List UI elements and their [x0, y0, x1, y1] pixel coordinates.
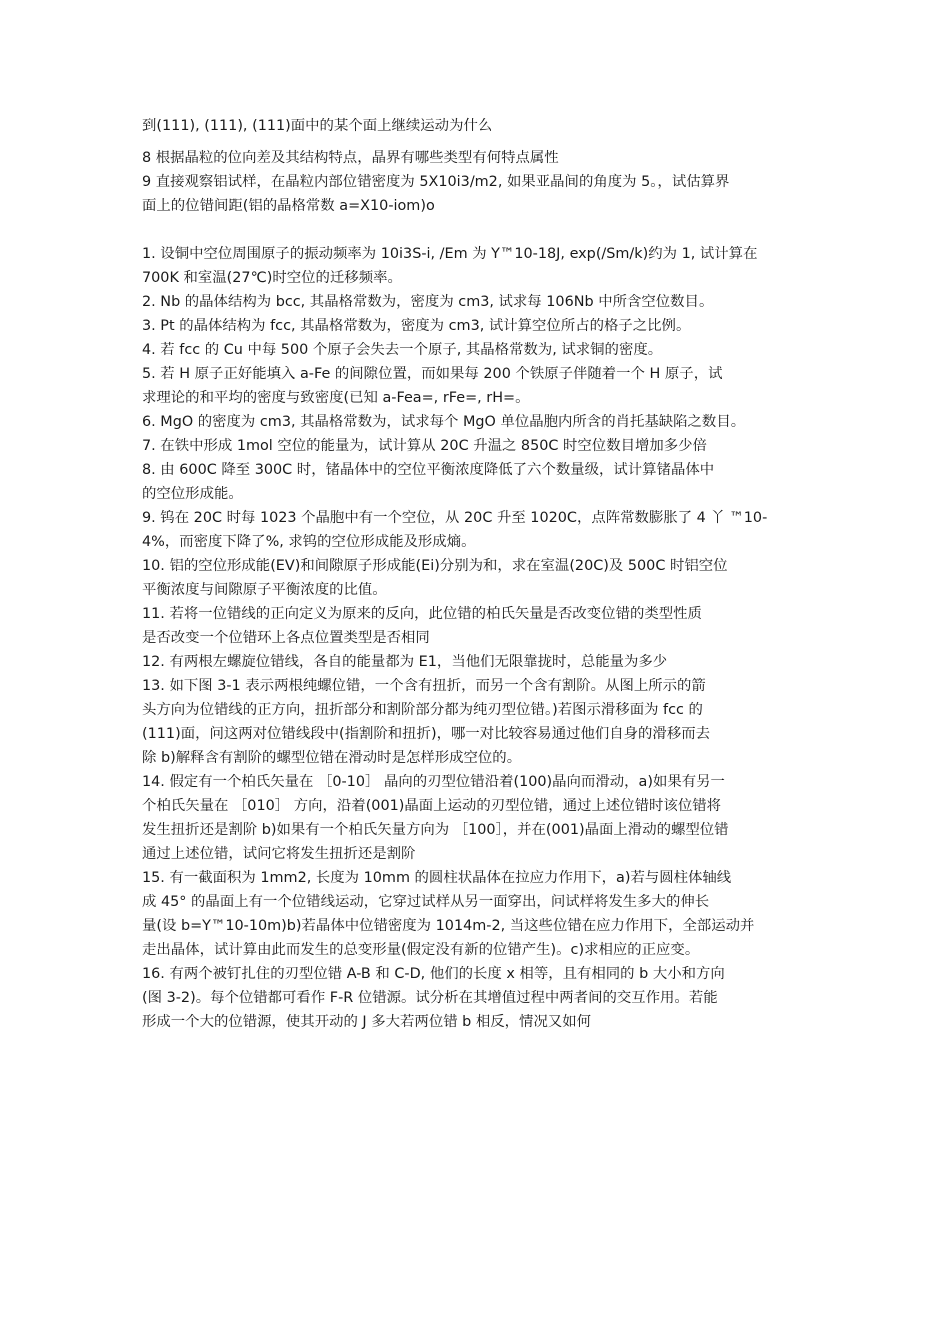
- problem-item: [142, 434, 822, 458]
- problem-item: [142, 338, 822, 362]
- problem-line: 走出晶体，试计算由此而发生的总变形量(假定没有新的位错产生)。c)求相应的正应变。: [142, 942, 700, 958]
- problem-line: 10. 铝的空位形成能(EV)和间隙原子形成能(Ei)分别为和，求在室温(20C)及 500C 时铝空位: [142, 558, 728, 574]
- problem-line: 16. 有两个被钉扎住的刃型位错 A-B 和 C-D, 他们的长度 x 相等，且有相同的 b 大小和方向: [142, 966, 725, 982]
- problem-line: 个柏氏矢量在 ［010］ 方向，沿着(001)晶面上运动的刃型位错，通过上述位错时该位错将: [142, 798, 721, 814]
- problem-line: 9. 钨在 20C 时每 1023 个晶胞中有一个空位，从 20C 升至 1020C，点阵常数膨胀了 4 丫 ™10-: [142, 510, 768, 526]
- problem-item: [142, 770, 822, 866]
- problem-item: [142, 554, 822, 602]
- problem-line: 6. MgO 的密度为 cm3, 其晶格常数为，试求每个 MgO 单位晶胞内所含的肖托基缺陷之数目。: [142, 414, 746, 430]
- problem-line: 4%，而密度下降了%, 求钨的空位形成能及形成熵。: [142, 534, 476, 550]
- problem-line: 3. Pt 的晶体结构为 fcc, 其晶格常数为，密度为 cm3, 试计算空位所占的格子之比例。: [142, 318, 691, 334]
- problem-line: 1. 设铜中空位周围原子的振动频率为 10i3S-i, /Em 为 Y™10-18J, exp(/Sm/k)约为 1, 试计算在: [142, 246, 758, 262]
- problem-line: 头方向为位错线的正方向，扭折部分和割阶部分都为纯刃型位错。)若图示滑移面为 fcc 的: [142, 702, 703, 718]
- problem-item: [142, 290, 822, 314]
- problem-line: 发生扭折还是割阶 b)如果有一个柏氏矢量方向为 ［100］，并在(001)晶面上滑动的螺型位错: [142, 822, 729, 838]
- problem-item: [142, 506, 822, 554]
- problem-line: 7. 在铁中形成 1mol 空位的能量为，试计算从 20C 升温之 850C 时空位数目增加多少倍: [142, 438, 707, 454]
- problem-line: 15. 有一截面积为 1mm2, 长度为 10mm 的圆柱状晶体在拉应力作用下，a)若与圆柱体轴线: [142, 870, 732, 886]
- problem-line: 的空位形成能。: [142, 486, 243, 502]
- problem-line: 14. 假定有一个柏氏矢量在 ［0-10］ 晶向的刃型位错沿着(100)晶向而滑动，a)如果有另一: [142, 774, 725, 790]
- problem-item: [142, 314, 822, 338]
- problem-item: [142, 866, 822, 962]
- problem-line: 13. 如下图 3-1 表示两根纯螺位错，一个含有扭折，而另一个含有割阶。从图上所示的箭: [142, 678, 706, 694]
- problem-item: [142, 458, 822, 506]
- problem-line: 形成一个大的位错源，使其开动的 J 多大若两位错 b 相反，情况又如何: [142, 1014, 592, 1030]
- problem-item: [142, 362, 822, 410]
- problem-line: (111)面，问这两对位错线段中(指割阶和扭折)，哪一对比较容易通过他们自身的滑移而去: [142, 726, 710, 742]
- problem-line: 700K 和室温(27℃)时空位的迁移频率。: [142, 270, 402, 286]
- problem-line: 平衡浓度与间隙原子平衡浓度的比值。: [142, 582, 387, 598]
- problem-item: [142, 650, 822, 674]
- problem-item: [142, 674, 822, 770]
- intro-question-9: 9 直接观察铝试样，在晶粒内部位错密度为 5X10i3/m2, 如果亚晶间的角度为 5。，试估算界 面上的位错间距(铝的晶格常数 a=X10-iom)o: [142, 174, 730, 214]
- problem-line: 11. 若将一位错线的正向定义为原来的反向，此位错的柏氏矢量是否改变位错的类型性质: [142, 606, 702, 622]
- problem-item: [142, 962, 822, 1034]
- problem-line: 12. 有两根左螺旋位错线，各自的能量都为 E1，当他们无限靠拢时，总能量为多少: [142, 654, 668, 670]
- section-gap: [142, 218, 822, 242]
- problem-line: (图 3-2)。每个位错都可看作 F-R 位错源。试分析在其增值过程中两者间的交互作用。若能: [142, 990, 718, 1006]
- problem-line: 除 b)解释含有割阶的螺型位错在滑动时是怎样形成空位的。: [142, 750, 522, 766]
- problem-line: 是否改变一个位错环上各点位置类型是否相同: [142, 630, 430, 646]
- problem-line: 8. 由 600C 降至 300C 时，锗晶体中的空位平衡浓度降低了六个数量级，试计算锗晶体中: [142, 462, 715, 478]
- problem-item: [142, 410, 822, 434]
- problem-line: 4. 若 fcc 的 Cu 中每 500 个原子会失去一个原子, 其晶格常数为, 试求铜的密度。: [142, 342, 663, 358]
- problem-line: 2. Nb 的晶体结构为 bcc, 其晶格常数为，密度为 cm3, 试求每 106Nb 中所含空位数目。: [142, 294, 714, 310]
- problem-line: 求理论的和平均的密度与致密度(已知 a-Fea=, rFe=, rH=。: [142, 390, 530, 406]
- problem-item: [142, 602, 822, 650]
- intro-question-8: 8 根据晶粒的位向差及其结构特点，晶界有哪些类型有何特点属性: [142, 150, 559, 166]
- problem-item: [142, 242, 822, 290]
- problem-line: 通过上述位错，试问它将发生扭折还是割阶: [142, 846, 416, 862]
- problem-line: 5. 若 H 原子正好能填入 a-Fe 的间隙位置，而如果每 200 个铁原子伴随着一个 H 原子，试: [142, 366, 723, 382]
- intro-line-0: 到(111), (111), (111)面中的某个面上继续运动为什么: [142, 118, 493, 134]
- problem-line: 量(设 b=Y™10-10m)b)若晶体中位错密度为 1014m-2, 当这些位错在应力作用下，全部运动并: [142, 918, 755, 934]
- problem-line: 成 45° 的晶面上有一个位错线运动，它穿过试样从另一面穿出，问试样将发生多大的伸长: [142, 894, 710, 910]
- document-body: [142, 114, 822, 1034]
- problem-list: [142, 242, 822, 1034]
